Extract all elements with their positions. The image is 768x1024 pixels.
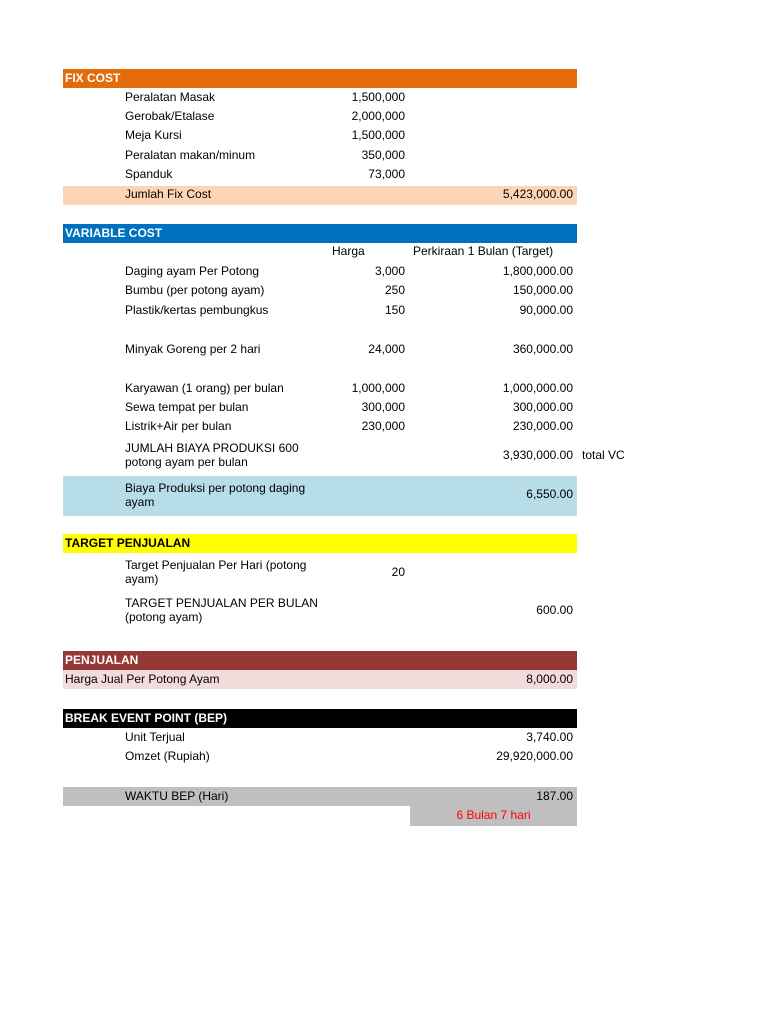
variable-cost-item-label: Bumbu (per potong ayam) xyxy=(125,283,265,297)
fix-cost-item-value: 73,000 xyxy=(368,167,405,181)
waktu-bep-value: 187.00 xyxy=(536,789,573,803)
variable-cost-item-total: 230,000.00 xyxy=(512,419,573,433)
variable-cost-item-harga: 1,000,000 xyxy=(351,381,405,395)
fix-cost-item-value: 1,500,000 xyxy=(351,128,405,142)
variable-cost-item-harga: 150 xyxy=(384,303,405,317)
target-penjualan-header: TARGET PENJUALAN xyxy=(65,536,191,550)
fix-cost-item-value: 1,500,000 xyxy=(351,90,405,104)
unit-terjual-label: Unit Terjual xyxy=(125,730,185,744)
variable-cost-item-harga: 3,000 xyxy=(374,264,405,278)
variable-cost-item-label: Karyawan (1 orang) per bulan xyxy=(125,381,284,395)
biaya-per-potong-label: Biaya Produksi per potong daging ayam xyxy=(125,481,306,509)
variable-cost-item-harga: 230,000 xyxy=(361,419,405,433)
variable-cost-item-label: Minyak Goreng per 2 hari xyxy=(125,342,261,356)
waktu-bep-note: 6 Bulan 7 hari xyxy=(456,808,531,822)
unit-terjual-value: 3,740.00 xyxy=(526,730,573,744)
variable-cost-item-total: 90,000.00 xyxy=(519,303,573,317)
variable-cost-item-total: 300,000.00 xyxy=(512,400,573,414)
fix-cost-header: FIX COST xyxy=(65,71,121,85)
variable-cost-item-label: Listrik+Air per bulan xyxy=(125,419,232,433)
variable-cost-item-label: Daging ayam Per Potong xyxy=(125,264,260,278)
target-per-bulan-value: 600.00 xyxy=(536,603,573,617)
target-per-hari-value: 20 xyxy=(391,565,405,579)
harga-jual-label: Harga Jual Per Potong Ayam xyxy=(65,672,220,686)
variable-cost-item-total: 150,000.00 xyxy=(512,283,573,297)
variable-cost-item-harga: 250 xyxy=(384,283,405,297)
fix-cost-item-value: 2,000,000 xyxy=(351,109,405,123)
jumlah-biaya-label: JUMLAH BIAYA PRODUKSI 600 potong ayam per bulan xyxy=(125,441,299,469)
biaya-per-potong-value: 6,550.00 xyxy=(526,487,573,501)
penjualan-header: PENJUALAN xyxy=(65,653,139,667)
penjualan-header-bar xyxy=(63,651,577,670)
total-vc-note: total VC xyxy=(582,448,625,462)
column-header-harga: Harga xyxy=(332,244,365,258)
fix-cost-total-label: Jumlah Fix Cost xyxy=(125,187,212,201)
fix-cost-item-label: Peralatan Masak xyxy=(125,90,216,104)
fix-cost-item-label: Peralatan makan/minum xyxy=(125,148,256,162)
harga-jual-value: 8,000.00 xyxy=(526,672,573,686)
fix-cost-item-label: Meja Kursi xyxy=(125,128,182,142)
waktu-bep-label: WAKTU BEP (Hari) xyxy=(125,789,229,803)
variable-cost-item-total: 360,000.00 xyxy=(512,342,573,356)
variable-cost-item-harga: 300,000 xyxy=(361,400,405,414)
variable-cost-item-total: 1,000,000.00 xyxy=(502,381,573,395)
target-per-hari-label: Target Penjualan Per Hari (potong ayam) xyxy=(125,558,307,586)
omzet-label: Omzet (Rupiah) xyxy=(125,749,210,763)
fix-cost-item-label: Gerobak/Etalase xyxy=(125,109,215,123)
fix-cost-item-label: Spanduk xyxy=(125,167,173,181)
column-header-target: Perkiraan 1 Bulan (Target) xyxy=(413,244,554,258)
target-per-bulan-label: TARGET PENJUALAN PER BULAN (potong ayam) xyxy=(125,596,318,624)
fix-cost-total-value: 5,423,000.00 xyxy=(502,187,573,201)
omzet-value: 29,920,000.00 xyxy=(496,749,573,763)
jumlah-biaya-value: 3,930,000.00 xyxy=(502,448,573,462)
variable-cost-item-label: Plastik/kertas pembungkus xyxy=(125,303,269,317)
variable-cost-header: VARIABLE COST xyxy=(65,226,163,240)
variable-cost-item-label: Sewa tempat per bulan xyxy=(125,400,249,414)
variable-cost-item-harga: 24,000 xyxy=(368,342,405,356)
fix-cost-item-value: 350,000 xyxy=(361,148,405,162)
variable-cost-item-total: 1,800,000.00 xyxy=(502,264,573,278)
fix-cost-header-bar xyxy=(63,69,577,88)
bep-header: BREAK EVENT POINT (BEP) xyxy=(65,711,228,725)
